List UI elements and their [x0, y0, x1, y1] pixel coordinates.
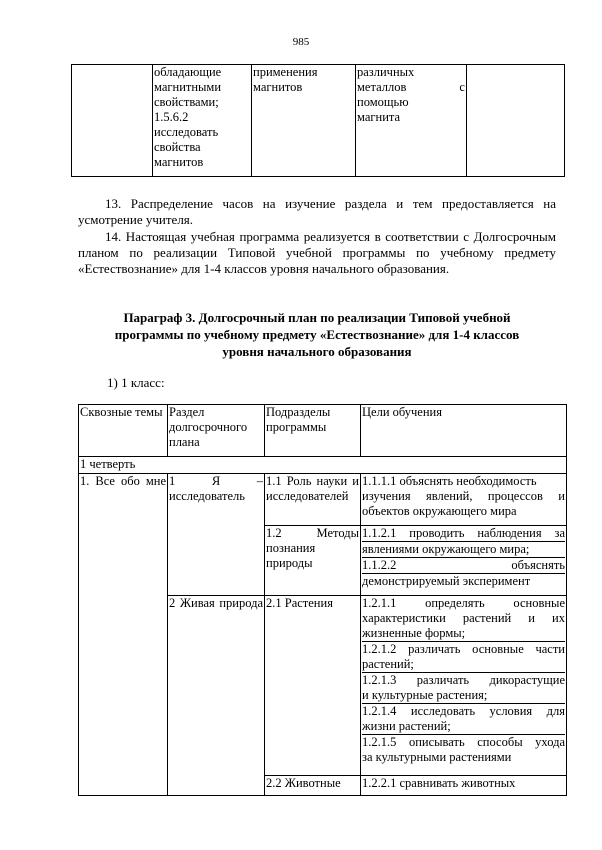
goals-1-2: 1.1.2.1 проводить наблюдения за явлениями окружающего мира; 1.1.2.2 объяснять демонстрируемый эксперимент — [361, 526, 567, 596]
subsection-2-2: 2.2 Животные — [265, 776, 361, 796]
class-label: 1) 1 класс: — [107, 375, 165, 390]
top-table-col3: применения магнитов — [252, 65, 356, 177]
paragraph-14: 14. Настоящая учебная программа реализуется в соответствии с Долгосрочным планом по реализации Типовой учебной программы по учебному предмету «Естествознание» для 1-4 классов уровня начального образования. — [78, 229, 556, 276]
goals-2-2: 1.2.2.1 сравнивать животных — [361, 776, 567, 796]
header-section: Раздел долгосрочного плана — [168, 405, 265, 457]
quarter-label: 1 четверть — [79, 457, 567, 474]
top-table-col2: обладающие магнитными свойствами; 1.5.6.2 исследовать свойства магнитов — [153, 65, 252, 177]
section-living-nature: 2 Живая природа — [168, 596, 265, 796]
section-heading: Параграф 3. Долгосрочный план по реализации Типовой учебной программы по учебному предмету «Естествознание» для 1-4 классов уровня начального образования — [114, 310, 520, 359]
subsection-2-1: 2.1 Растения — [265, 596, 361, 776]
header-goals: Цели обучения — [361, 405, 567, 457]
top-table-col5 — [467, 65, 565, 177]
paragraph-13: 13. Распределение часов на изучение раздела и тем предоставляется на усмотрение учителя. — [78, 196, 556, 227]
goals-2-1: 1.2.1.1 определять основные характеристики растений и их жизненные формы; 1.2.1.2 различать основные части растений; 1.2.1.3 различать дикорастущие и культурные растения; 1.2.1.4 исследовать условия для жизни растений; 1.2.1.5 описывать способы ухода за культурными растениями — [361, 596, 567, 776]
header-subsections: Подразделы программы — [265, 405, 361, 457]
quarter-row — [79, 457, 567, 474]
table-row — [79, 474, 567, 526]
table-header-row — [79, 405, 567, 457]
cross-theme: 1. Все обо мне — [79, 474, 168, 796]
section-explorer: 1 Я – исследователь — [168, 474, 265, 596]
plan-table — [78, 404, 567, 796]
subsection-1-2: 1.2 Методы познания природы — [265, 526, 361, 596]
goals-1-1: 1.1.1.1 объяснять необходимость изучения явлений, процессов и объектов окружающего мира — [361, 474, 567, 526]
top-table-col1 — [72, 65, 153, 177]
page-number: 985 — [292, 36, 310, 48]
top-table-col4: различных металлов с помощью магнита — [356, 65, 467, 177]
top-table — [71, 64, 565, 177]
header-themes: Сквозные темы — [79, 405, 168, 457]
subsection-1-1: 1.1 Роль науки и исследователей — [265, 474, 361, 526]
